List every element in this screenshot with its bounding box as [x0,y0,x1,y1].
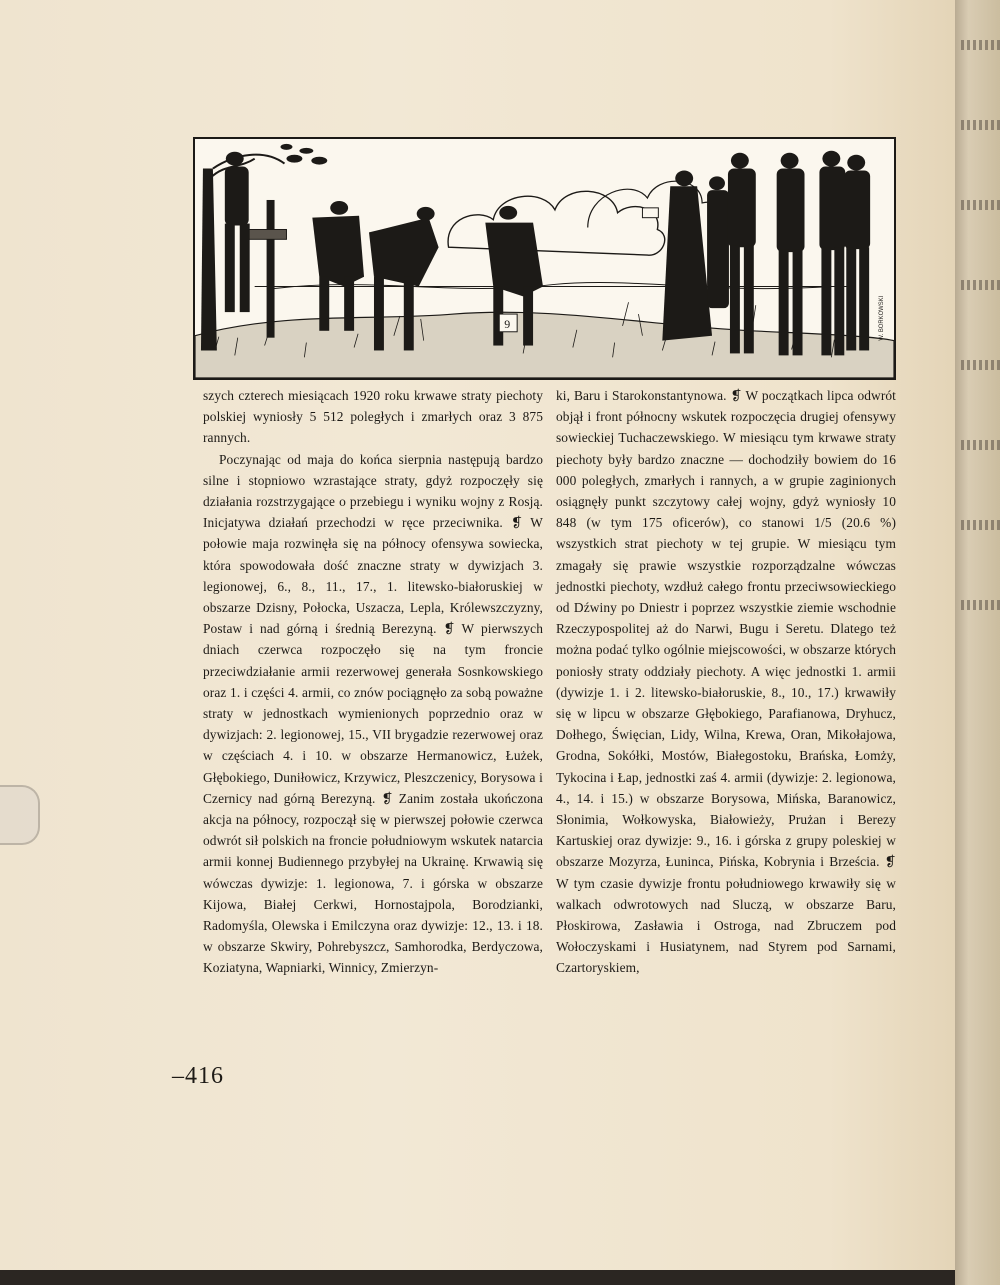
leaves [281,144,328,165]
woodcut-illustration [193,137,896,380]
mourning-soldiers [707,151,870,356]
page-number: –416 [172,1063,224,1089]
cloud [448,191,665,255]
adjacent-page-edge [955,0,1000,1285]
cross-bar [247,229,287,239]
ground [195,312,894,378]
tree-trunk [201,169,217,351]
paragraph-continued: szych czterech miesiącach 1920 roku krwawe straty piechoty polskiej wyniosły 5 512 poległych i zmarłych oraz 3 875 rannych. [203,388,543,446]
digging-soldier-1 [312,201,364,331]
right-text-column [556,385,896,979]
grave-marker-number: 9 [504,316,511,331]
page-clip [0,785,40,845]
grave-cross [267,200,275,338]
artist-signature: W. BORKOWSKI [879,295,886,341]
paragraph-may-august: Poczynając od maja do końca sierpnia następują bardzo silne i stopniowo wzrastające straty, gdyż rozpoczęły się działania rozstrzygające o przebiegu i wyniku wojny z Rosją. Inicjatywa działań przechodzi w ręce przeciwnika. ❡ W połowie maja rozwinęła się na północy ofensywa sowiecka, która spowodowała dość znaczne straty w dywizjach 3. legionowej, 6., 8., 11., 17., 1. litewsko-białoruskiej w obszarze Dzisny, Połocka, Uszacza, Lepla, Królewszczyzny, Postaw i nad górną i średnią Berezyną. ❡ W pierwszych dniach czerwca rozpoczęło się na tym froncie przeciwdziałanie armii rezerwowej generała Sosnkowskiego oraz 1. i części 4. armii, co znów pociągnęło za sobą poważne straty w jednostkach wymienionych poprzednio oraz w dywizjach: 2. legionowej, 15., VII brygadzie rezerwowej oraz w częściach 4. i 10. w obszarze Hermanowicz, Łużek, Głębokiego, Duniłowicz, Krzywicz, Pleszczenicy, Borysowa i Czernicy nad górną Berezyną. ❡ Zanim została ukończona akcja na północy, rozpoczął się w pierwszej połowie czerwca odwrót sił polskich na froncie południowym wskutek natarcia armii konnej Budiennego przybyłej na Ukrainę. Krwawią się wówczas dywizje: 1. legionowa, 7. i górska w obszarze Kijowa, Białej Cerkwi, Hornostajpola, Borodzianki, Radomyśla, Olewska i Emilczyna oraz dywizje: 12., 13. i 18. w obszarze Skwiry, Pohrebyszcz, Samhorodka, Berdyczowa, Koziatyna, Wapniarki, Winnicy, Zmierzyn- [203,451,543,976]
burial-scene-drawing [195,139,894,378]
left-text-column [203,385,543,979]
standing-soldier [225,152,250,312]
paragraph-july: ki, Baru i Starokonstantynowa. ❡ W początkach lipca odwrót objął i front północny wskutek rozpoczęcia drugiej ofensywy sowieckiej Tuchaczewskiego. W miesiącu tym krwawe straty piechoty były bardzo znaczne — dochodziły bowiem do 16 000 poległych, zmarłych i rannych, a w grupie zaginionych osiągnęły punkt szczytowy całej wojny, gdyż wyniosły 10 848 (w tym 175 oficerów), co stanowi 1/5 (20.6 %) wszystkich strat piechoty w tej grupie. W miesiącu tym zmagały się prawie wszystkie rozporządzalne wówczas jednostki piechoty, wzdłuż całego frontu przeciwsowieckiego od Dźwiny po Dniestr i poprzez wszystkie ziemie wschodnie Rzeczypospolitej aż do Narwi, Bugu i Seretu. Dlatego też można podać tylko ogólnie miejscowości, w obszarze których poniosły straty oddziały piechoty. A więc jednostki 1. armii (dywizje 1. i 2. litewsko-białoruskie, 8., 10., 17.) krwawiły się w lipcu w obszarze Głębokiego, Parafianowa, Dryhucz, Dołhego, Święcian, Lidy, Wilna, Krewa, Oran, Mikołajowa, Grodna, Sokółki, Mostów, Białegostoku, Brańska, Łomży, Tykocina i Łap, jednostki zaś 4. armii (dywizje: 2. legionowa, 4., 14. i 15.) w obszarze Borysowa, Mińska, Baranowicz, Słonimia, Wołkowyska, Białowieży, Prużan i Berezy Kartuskiej oraz dywizje: 9., 16. i górska z grupy poleskiej w obszarze Mozyrza, Łuninca, Pińska, Kobrynia i Brześcia. ❡ W tym czasie dywizje frontu południowego krwawiły się w walkach odwrotowych nad Sluczą, w obszarze Baru, Płoskirowa, Zasławia i Ostroga, nad Zbruczem pod Wołoczyskami i Husiatynem, nad Styrem pod Sarnami, Czartoryskiem, [556,388,896,976]
